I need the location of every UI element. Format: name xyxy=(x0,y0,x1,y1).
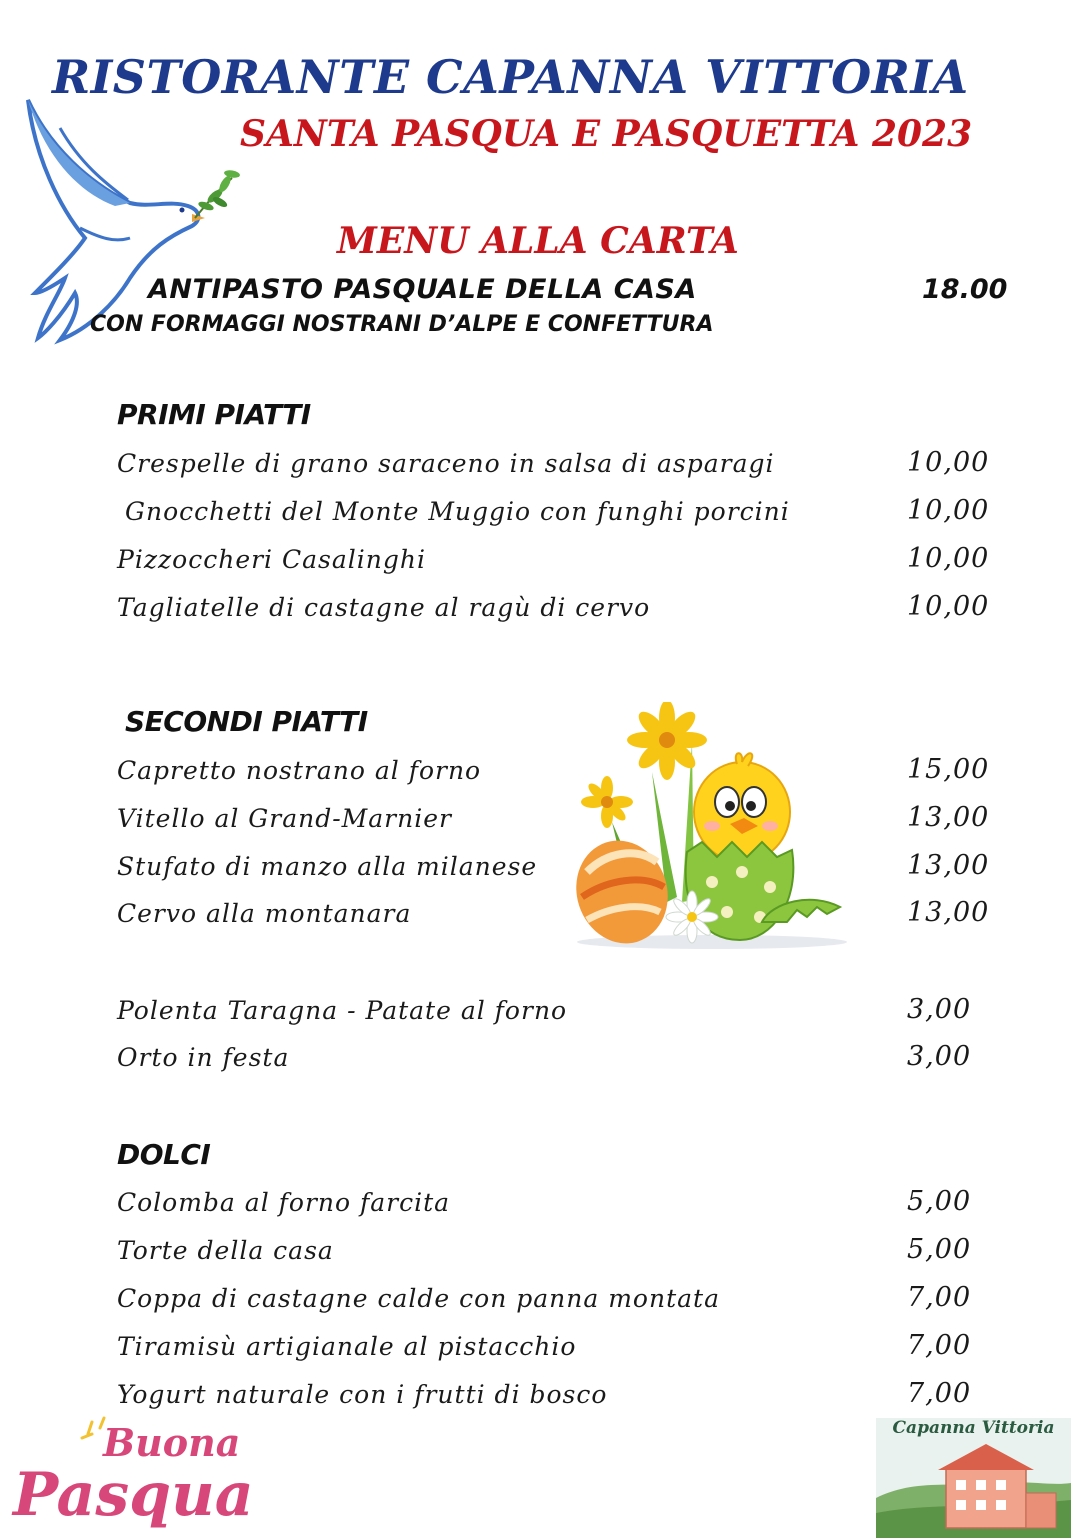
menu-item: Gnocchetti del Monte Muggio con funghi porcini xyxy=(125,497,790,526)
menu-item-price: 5,00 xyxy=(907,1234,972,1265)
menu-item-price: 10,00 xyxy=(907,591,990,622)
menu-item: Stufato di manzo alla milanese xyxy=(117,852,538,881)
menu-item: Tiramisù artigianale al pistacchio xyxy=(117,1332,577,1361)
menu-item-price: 3,00 xyxy=(907,994,972,1025)
menu-item-price: 7,00 xyxy=(907,1282,972,1313)
menu-item: Cervo alla montanara xyxy=(117,899,412,928)
menu-item: Colomba al forno farcita xyxy=(117,1188,451,1217)
menu-item: Tagliatelle di castagne al ragù di cervo xyxy=(117,593,651,622)
antipasto-name: ANTIPASTO PASQUALE DELLA CASA xyxy=(148,274,697,305)
section-title-secondi: SECONDI PIATTI xyxy=(125,705,368,738)
menu-item-price: 10,00 xyxy=(907,447,990,478)
easter-chick-in-egg-icon xyxy=(572,702,852,952)
building-icon xyxy=(876,1438,1071,1538)
greeting-line-1: Buona xyxy=(103,1420,241,1465)
section-title-primi: PRIMI PIATTI xyxy=(117,398,311,431)
menu-item: Crespelle di grano saraceno in salsa di asparagi xyxy=(117,449,775,478)
menu-item-price: 7,00 xyxy=(907,1378,972,1409)
logo-caption: Capanna Vittoria xyxy=(892,1418,1055,1438)
restaurant-name: RISTORANTE CAPANNA VITTORIA xyxy=(52,50,969,104)
menu-item: Polenta Taragna - Patate al forno xyxy=(117,996,568,1025)
buona-pasqua-greeting xyxy=(8,1412,328,1537)
menu-item-price: 15,00 xyxy=(907,754,990,785)
menu-item-price: 7,00 xyxy=(907,1330,972,1361)
menu-item: Capretto nostrano al forno xyxy=(117,756,482,785)
menu-item: Orto in festa xyxy=(117,1043,290,1072)
menu-item-price: 13,00 xyxy=(907,850,990,881)
section-title-dolci: DOLCI xyxy=(117,1138,211,1171)
menu-item: Torte della casa xyxy=(117,1236,334,1265)
menu-title: MENU ALLA CARTA xyxy=(337,220,739,262)
antipasto-price: 18.00 xyxy=(922,274,1008,305)
menu-item-price: 3,00 xyxy=(907,1041,972,1072)
menu-item-price: 5,00 xyxy=(907,1186,972,1217)
greeting-line-2: Pasqua xyxy=(13,1460,254,1530)
menu-item: Coppa di castagne calde con panna montata xyxy=(117,1284,720,1313)
menu-item: Pizzoccheri Casalinghi xyxy=(117,545,426,574)
menu-item: Vitello al Grand-Marnier xyxy=(117,804,452,833)
menu-item-price: 10,00 xyxy=(907,543,990,574)
menu-item-price: 13,00 xyxy=(907,802,990,833)
occasion-title: SANTA PASQUA E PASQUETTA 2023 xyxy=(240,113,973,155)
menu-item-price: 10,00 xyxy=(907,495,990,526)
restaurant-building-logo xyxy=(876,1418,1071,1538)
dove-with-olive-branch-icon xyxy=(20,88,240,350)
antipasto-subtitle: CON FORMAGGI NOSTRANI D’ALPE E CONFETTURA xyxy=(90,312,714,337)
menu-item-price: 13,00 xyxy=(907,897,990,928)
menu-item: Yogurt naturale con i frutti di bosco xyxy=(117,1380,608,1409)
